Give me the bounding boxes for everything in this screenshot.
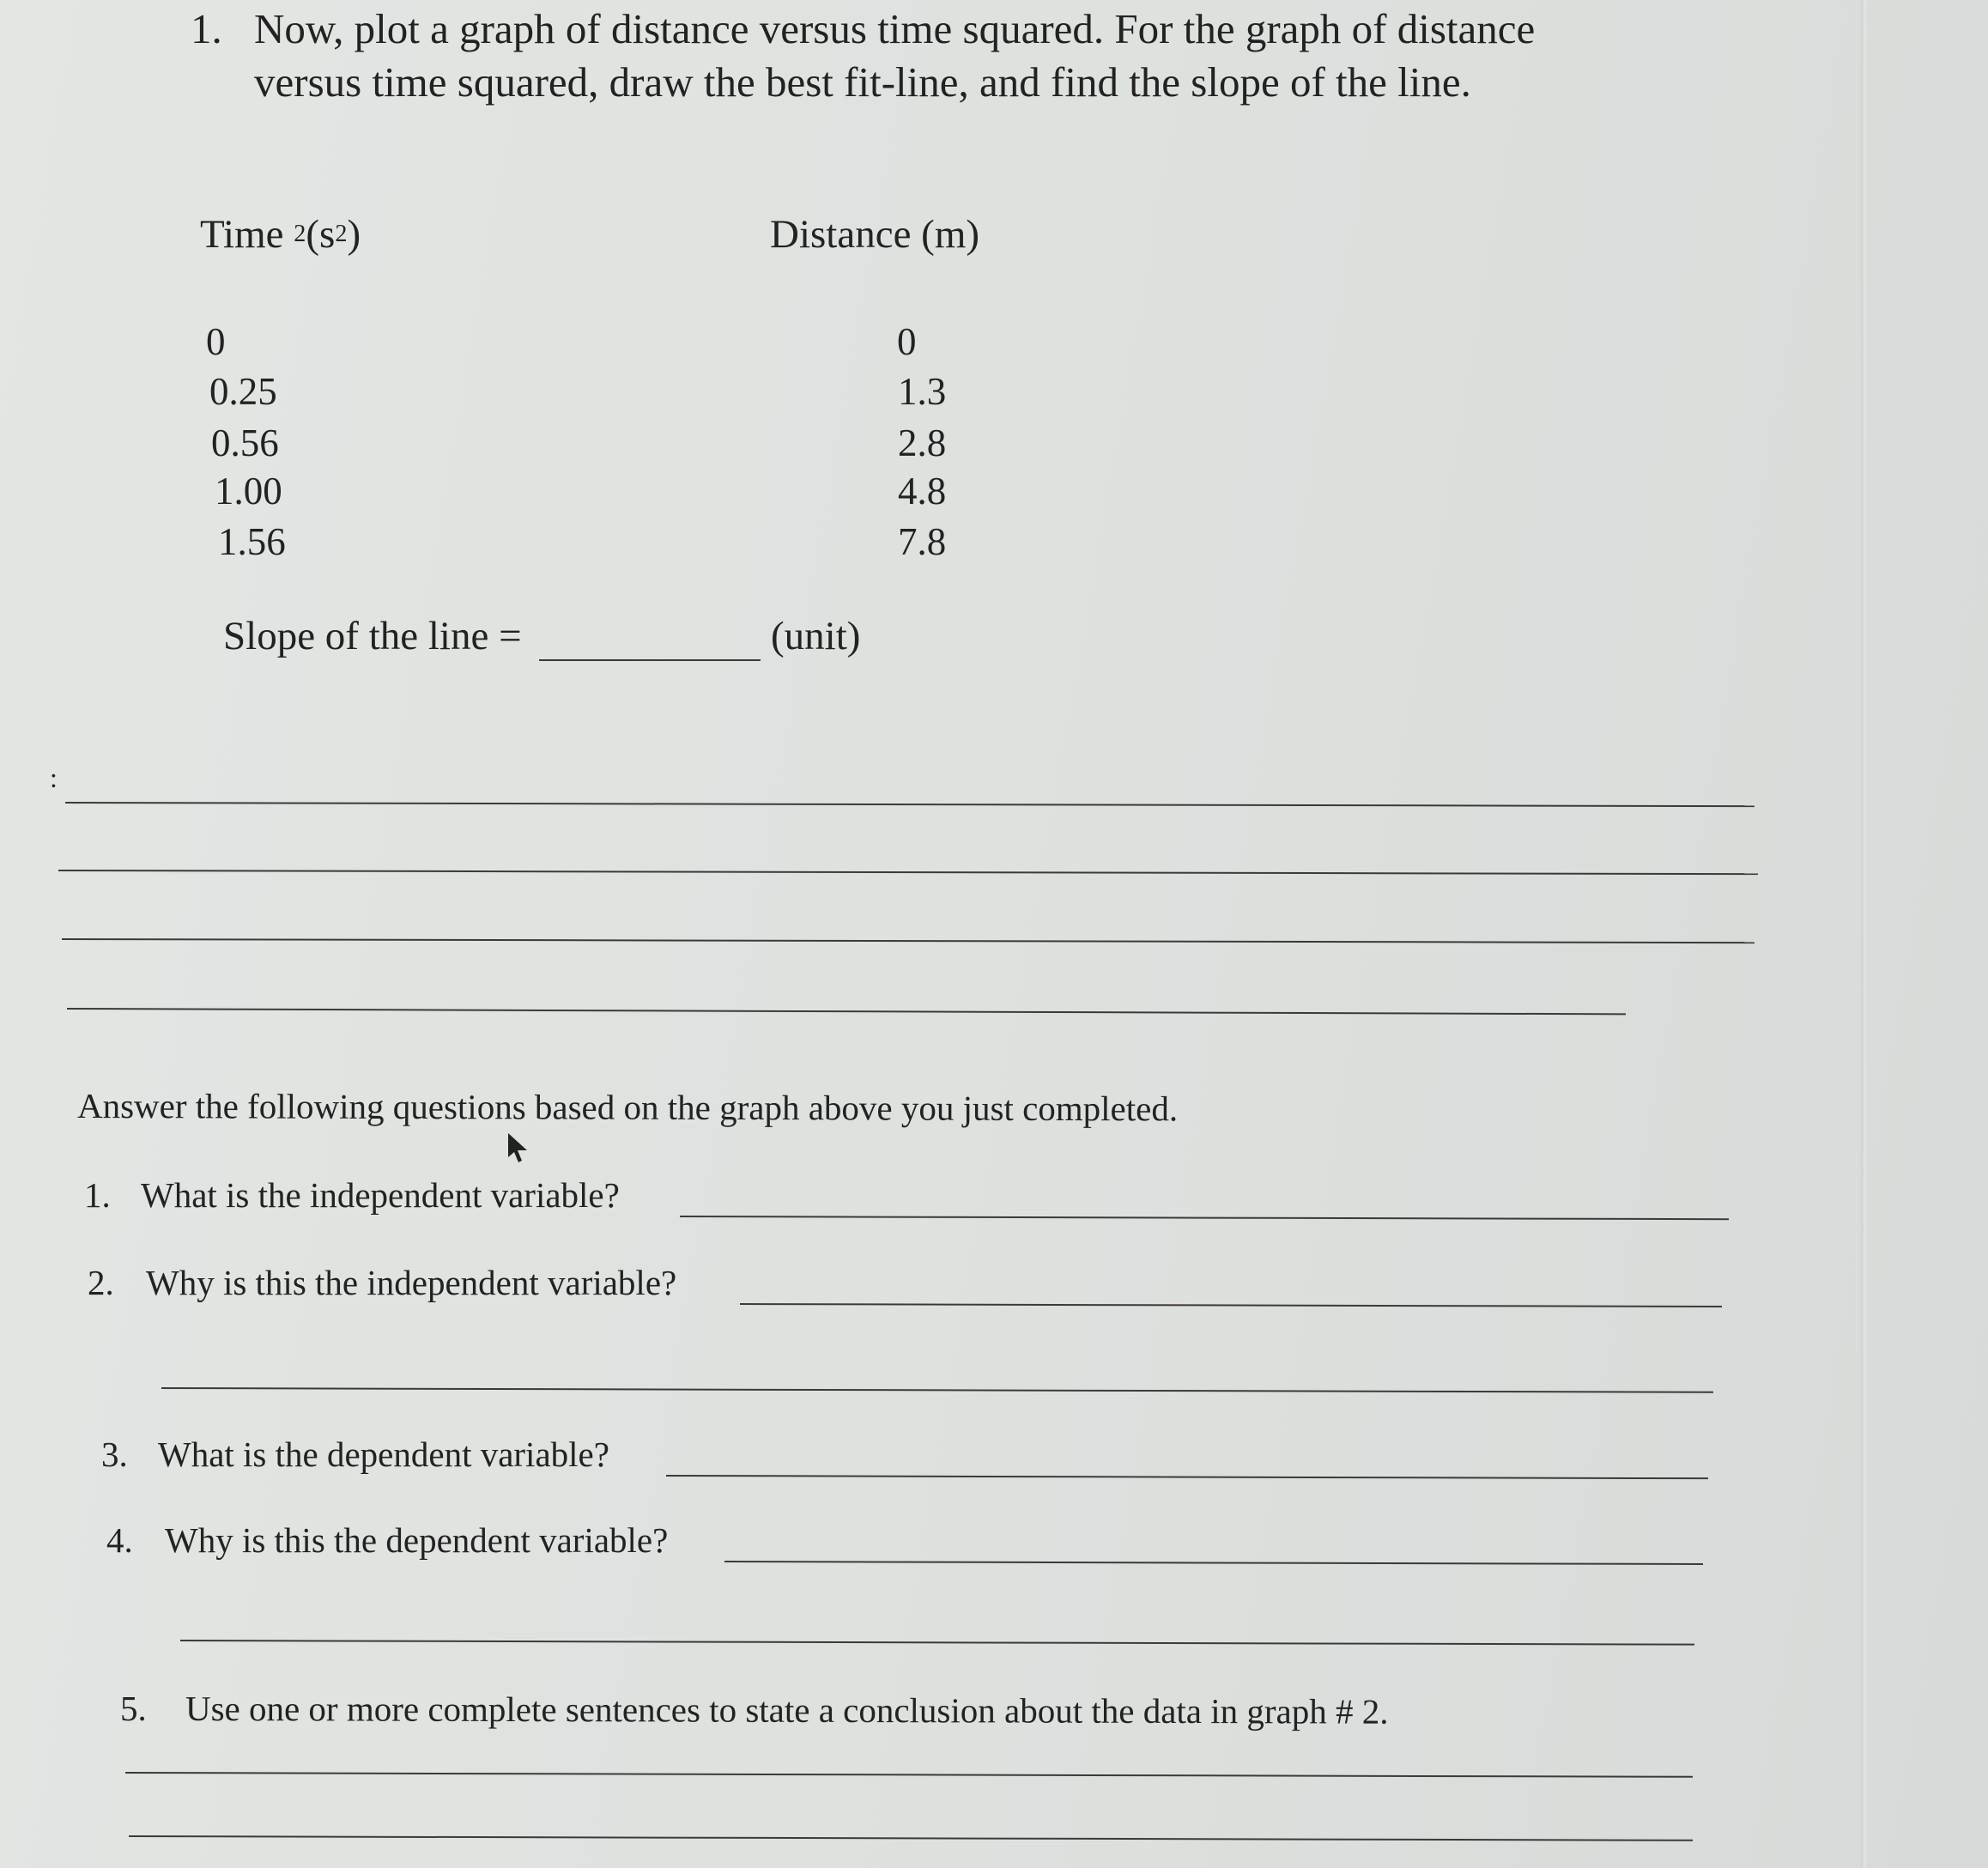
question-number: 4. bbox=[106, 1520, 133, 1560]
time-squared-value: 1.56 bbox=[218, 520, 286, 563]
question-number: 1. bbox=[84, 1175, 111, 1215]
time-squared-header: Time $^2(s^2)$ bbox=[200, 212, 361, 257]
page-edge bbox=[1861, 0, 1866, 1868]
answer-line[interactable] bbox=[161, 1387, 1713, 1393]
distance-value: 7.8 bbox=[898, 520, 947, 563]
answer-line[interactable] bbox=[58, 870, 1758, 875]
answer-line[interactable] bbox=[740, 1303, 1722, 1307]
question-text: Why is this the dependent variable? bbox=[165, 1520, 669, 1560]
slope-label: Slope of the line = bbox=[223, 614, 522, 658]
question-text: Why is this the independent variable? bbox=[146, 1263, 677, 1302]
slope-answer-blank[interactable] bbox=[539, 659, 761, 661]
distance-value: 0 bbox=[897, 320, 917, 363]
time-squared-value: 0.25 bbox=[209, 370, 277, 413]
question-text: Use one or more complete sentences to state a conclusion about the data in graph # 2. bbox=[185, 1689, 1389, 1732]
question-1-line-1: Now, plot a graph of distance versus time squared. For the graph of distance bbox=[254, 5, 1536, 52]
question-text: What is the dependent variable? bbox=[158, 1434, 609, 1474]
question-number: 2. bbox=[88, 1263, 114, 1302]
question-number: 5. bbox=[120, 1689, 147, 1728]
time-squared-value: 1.00 bbox=[215, 470, 282, 512]
answer-line[interactable] bbox=[65, 802, 1755, 807]
instructions-text: Answer the following questions based on the graph above you just completed. bbox=[76, 1086, 1179, 1129]
distance-header: Distance (m) bbox=[770, 212, 980, 257]
question-text: What is the independent variable? bbox=[141, 1175, 620, 1215]
margin-mark: : bbox=[50, 762, 58, 793]
distance-value: 2.8 bbox=[898, 422, 947, 464]
answer-line[interactable] bbox=[680, 1216, 1729, 1220]
mouse-pointer-icon bbox=[506, 1131, 530, 1169]
question-1-line-2: versus time squared, draw the best fit-line, and find the slope of the line. bbox=[254, 58, 1471, 106]
answer-line[interactable] bbox=[62, 938, 1755, 943]
answer-line[interactable] bbox=[180, 1640, 1694, 1646]
time-squared-value: 0 bbox=[206, 320, 226, 363]
question-number: 3. bbox=[101, 1434, 128, 1474]
answer-line[interactable] bbox=[125, 1772, 1693, 1778]
slope-unit: (unit) bbox=[771, 614, 861, 658]
question-1-number: 1. bbox=[191, 5, 222, 52]
distance-value: 1.3 bbox=[898, 370, 947, 413]
answer-line[interactable] bbox=[67, 1008, 1626, 1015]
time-squared-value: 0.56 bbox=[211, 422, 279, 464]
answer-line[interactable] bbox=[724, 1561, 1703, 1565]
answer-line[interactable] bbox=[666, 1475, 1708, 1479]
distance-value: 4.8 bbox=[898, 470, 947, 512]
answer-line[interactable] bbox=[129, 1835, 1693, 1841]
